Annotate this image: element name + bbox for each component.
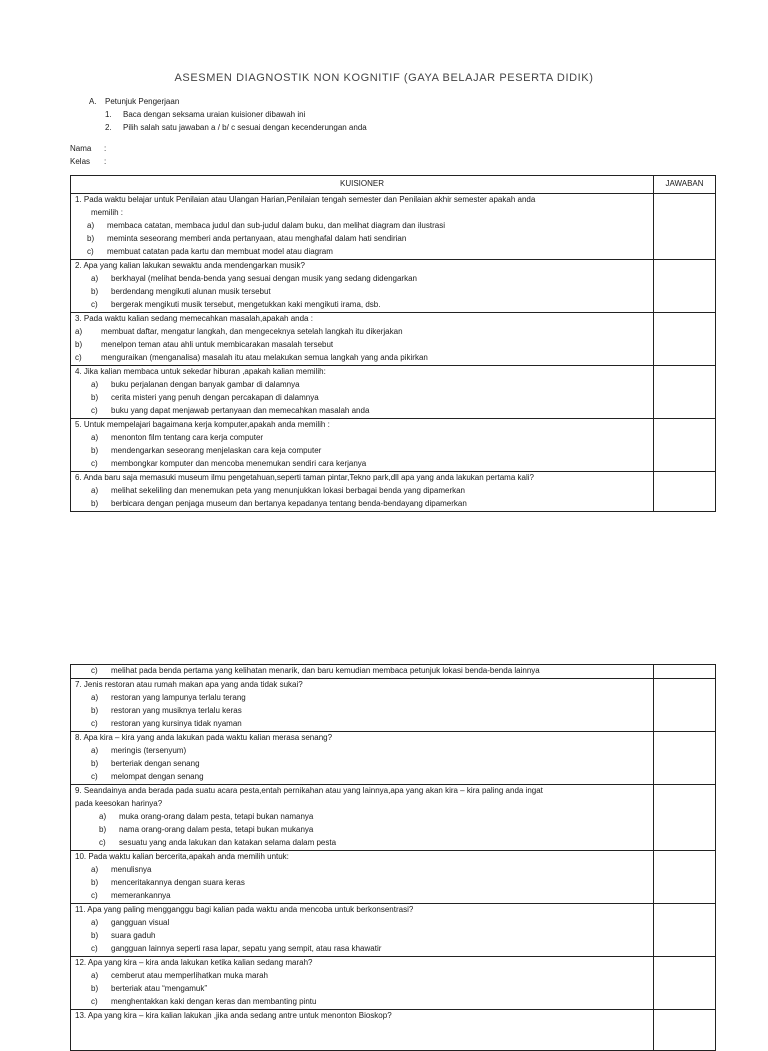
q11-option-a: gangguan visual [111, 917, 170, 927]
q8-option-b: berteriak dengan senang [111, 758, 200, 768]
q7-option-b: restoran yang musiknya terlalu keras [111, 705, 242, 715]
q9-option-a-letter: a) [99, 811, 107, 821]
q1-option-a-letter: a) [87, 220, 95, 230]
nama-label: Nama [70, 144, 92, 153]
question-row-2 [71, 260, 716, 313]
q3-option-a: membuat daftar, mengatur langkah, dan mengeceknya setelah langkah itu dikerjakan [101, 326, 403, 336]
q6-option-c: melihat pada benda pertama yang kelihatan menarik, dan baru kemudian membaca petunjuk lokasi benda-benda lainnya [111, 666, 540, 675]
question-4-prompt: 4. Jika kalian membaca untuk sekedar hiburan ,apakah kalian memilih: [75, 367, 326, 376]
q2-option-a-letter: a) [91, 273, 99, 283]
answer-cell-7[interactable] [654, 679, 716, 732]
q11-option-c: gangguan lainnya seperti rasa lapar, sepatu yang sempit, atau rasa khawatir [111, 943, 382, 953]
q6-option-b: berbicara dengan penjaga museum dan bertanya kepadanya tentang benda-bendayang dipamerkan [111, 498, 467, 508]
question-7-prompt: 7. Jenis restoran atau rumah makan apa yang anda tidak sukai? [75, 680, 303, 689]
question-3-prompt: 3. Pada waktu kalian sedang memecahkan masalah,apakah anda : [75, 314, 313, 323]
q4-option-b-letter: b) [91, 392, 99, 402]
q5-option-c-letter: c) [91, 458, 98, 468]
question-row-4 [71, 366, 716, 419]
q4-option-b: cerita misteri yang penuh dengan percakapan di dalamnya [111, 392, 319, 402]
question-5-prompt: 5. Untuk mempelajari bagaimana kerja komputer,apakah anda memilih : [75, 420, 330, 429]
q9-option-a: muka orang-orang dalam pesta, tetapi bukan namanya [119, 811, 314, 821]
q8-option-a-letter: a) [91, 745, 99, 755]
q1-option-b: meminta seseorang memberi anda pertanyaan, atau menghafal dalam hati sendirian [107, 233, 407, 243]
q1-option-b-letter: b) [87, 233, 95, 243]
questionnaire-table-2 [70, 664, 716, 1051]
q6-option-b-letter: b) [91, 498, 99, 508]
header-kuisioner: KUISIONER [71, 176, 654, 194]
question-12-prompt: 12. Apa yang kira – kira anda lakukan ketika kalian sedang marah? [75, 958, 313, 967]
q4-option-c-letter: c) [91, 405, 98, 415]
instruction-2-text: Pilih salah satu jawaban a / b/ c sesuai dengan kecenderungan anda [123, 123, 367, 132]
q8-option-a: meringis (tersenyum) [111, 745, 187, 755]
question-row-6 [71, 472, 716, 512]
answer-cell-1[interactable] [654, 194, 716, 260]
q2-option-b-letter: b) [91, 286, 99, 296]
q6-option-c-letter: c) [91, 666, 98, 675]
question-8-prompt: 8. Apa kira – kira yang anda lakukan pada waktu kalian merasa senang? [75, 733, 333, 742]
q9-option-b-letter: b) [99, 824, 107, 834]
question-11-prompt: 11. Apa yang paling mengganggu bagi kalian pada waktu anda mencoba untuk berkonsentrasi? [75, 905, 414, 914]
question-row-11 [71, 904, 716, 957]
q11-option-c-letter: c) [91, 943, 98, 953]
question-row-3 [71, 313, 716, 366]
q5-option-b: mendengarkan seseorang menjelaskan cara keja computer [111, 445, 322, 455]
q3-option-a-letter: a) [75, 326, 83, 336]
questionnaire-table-1 [70, 175, 716, 512]
q7-option-a: restoran yang lampunya terlalu terang [111, 692, 246, 702]
q7-option-a-letter: a) [91, 692, 99, 702]
question-9-prompt-cont: pada keesokan harinya? [75, 798, 163, 808]
q10-option-a: menulisnya [111, 864, 152, 874]
q10-option-b-letter: b) [91, 877, 99, 887]
kelas-colon: : [104, 157, 107, 166]
q3-option-b: menelpon teman atau ahli untuk membicarakan masalah tersebut [101, 339, 334, 349]
question-13-prompt: 13. Apa yang kira – kira kalian lakukan ,jika anda sedang antre untuk menonton Bioskop? [75, 1011, 392, 1020]
q5-option-a-letter: a) [91, 432, 99, 442]
q6-option-a-letter: a) [91, 485, 99, 495]
question-row-10 [71, 851, 716, 904]
q5-option-b-letter: b) [91, 445, 99, 455]
q12-option-a: cemberut atau memperlihatkan muka marah [111, 970, 268, 980]
q11-option-b: suara gaduh [111, 930, 156, 940]
q1-option-c: membuat catatan pada kartu dan membuat model atau diagram [107, 246, 333, 256]
q7-option-c-letter: c) [91, 718, 98, 728]
answer-cell-12[interactable] [654, 957, 716, 1010]
q12-option-c: menghentakkan kaki dengan keras dan membanting pintu [111, 996, 317, 1006]
q12-option-b-letter: b) [91, 983, 99, 993]
nama-colon: : [104, 144, 107, 153]
question-row-7 [71, 679, 716, 732]
section-letter: A. [89, 97, 97, 106]
header-jawaban: JAWABAN [654, 176, 716, 194]
answer-cell-2[interactable] [654, 260, 716, 313]
question-2-prompt: 2. Apa yang kalian lakukan sewaktu anda mendengarkan musik? [75, 261, 305, 270]
answer-cell-9[interactable] [654, 785, 716, 851]
q2-option-b: berdendang mengikuti alunan musik tersebut [111, 286, 271, 296]
q12-option-c-letter: c) [91, 996, 98, 1006]
q5-option-c: membongkar komputer dan mencoba menemukan sendiri cara kerjanya [111, 458, 367, 468]
q10-option-c-letter: c) [91, 890, 98, 900]
question-row-9 [71, 785, 716, 851]
q8-option-c: melompat dengan senang [111, 771, 204, 781]
q12-option-a-letter: a) [91, 970, 99, 980]
answer-cell-3[interactable] [654, 313, 716, 366]
section-title: Petunjuk Pengerjaan [105, 97, 180, 106]
q11-option-b-letter: b) [91, 930, 99, 940]
q9-option-c-letter: c) [99, 837, 106, 847]
question-row-13 [71, 1010, 716, 1051]
q2-option-a: berkhayal (melihat benda-benda yang sesuai dengan musik yang sedang didengarkan [111, 273, 417, 283]
question-6-prompt: 6. Anda baru saja memasuki museum ilmu pengetahuan,seperti taman pintar,Tekno park,dll apa yang anda lakukan pertama kali? [75, 473, 534, 482]
answer-cell-13[interactable] [654, 1010, 716, 1051]
q8-option-c-letter: c) [91, 771, 98, 781]
q10-option-a-letter: a) [91, 864, 99, 874]
question-row-8 [71, 732, 716, 785]
q4-option-a-letter: a) [91, 379, 99, 389]
q2-option-c-letter: c) [91, 299, 98, 309]
question-1-prompt: 1. Pada waktu belajar untuk Penilaian atau Ulangan Harian,Penilaian tengah semester dan Penilaian akhir semester apakah anda [75, 195, 536, 204]
document-title: ASESMEN DIAGNOSTIK NON KOGNITIF (GAYA BELAJAR PESERTA DIDIK) [174, 72, 594, 84]
answer-cell-10[interactable] [654, 851, 716, 904]
question-1-prompt-cont: memilih : [91, 207, 124, 217]
q3-option-c: menguraikan (menganalisa) masalah itu atau melakukan semua langkah yang anda pikirkan [101, 352, 428, 362]
question-9-prompt: 9. Seandainya anda berada pada suatu acara pesta,entah pernikahan atau yang lainnya,apa yang akan kira – kira paling anda ingat [75, 786, 543, 795]
q7-option-c: restoran yang kursinya tidak nyaman [111, 718, 242, 728]
q10-option-b: menceritakannya dengan suara keras [111, 877, 245, 887]
question-row-5 [71, 419, 716, 472]
q12-option-b: berteriak atau “mengamuk” [111, 983, 208, 993]
q7-option-b-letter: b) [91, 705, 99, 715]
q11-option-a-letter: a) [91, 917, 99, 927]
question-10-prompt: 10. Pada waktu kalian bercerita,apakah anda memilih untuk: [75, 852, 289, 861]
q9-option-c: sesuatu yang anda lakukan dan katakan selama dalam pesta [119, 837, 337, 847]
answer-cell-6[interactable] [654, 472, 716, 512]
instruction-2-num: 2. [105, 123, 112, 132]
q6-option-a: melihat sekeliling dan menemukan peta yang menunjukkan lokasi berbagai benda yang dipamerkan [111, 485, 466, 495]
q4-option-a: buku perjalanan dengan banyak gambar di dalamnya [111, 379, 300, 389]
question-row-1 [71, 194, 716, 260]
question-row-6-cont [71, 665, 716, 679]
instruction-1-num: 1. [105, 110, 112, 119]
answer-cell-8[interactable] [654, 732, 716, 785]
answer-cell-4[interactable] [654, 366, 716, 419]
q10-option-c: memerankannya [111, 890, 171, 900]
table-header-row [71, 176, 716, 194]
q3-option-b-letter: b) [75, 339, 83, 349]
q2-option-c: bergerak mengikuti musik tersebut, mengetukkan kaki mengikuti irama, dsb. [111, 299, 381, 309]
q1-option-a: membaca catatan, membaca judul dan sub-judul dalam buku, dan melihat diagram dan ilustrasi [107, 220, 445, 230]
answer-cell-11[interactable] [654, 904, 716, 957]
q4-option-c: buku yang dapat menjawab pertanyaan dan memecahkan masalah anda [111, 405, 370, 415]
answer-cell-5[interactable] [654, 419, 716, 472]
question-row-12 [71, 957, 716, 1010]
q8-option-b-letter: b) [91, 758, 99, 768]
q3-option-c-letter: c) [75, 352, 82, 362]
kelas-label: Kelas [70, 157, 91, 166]
q1-option-c-letter: c) [87, 246, 94, 256]
q5-option-a: menonton film tentang cara kerja computer [111, 432, 264, 442]
answer-cell-6-cont[interactable] [654, 665, 716, 679]
instruction-1-text: Baca dengan seksama uraian kuisioner dibawah ini [123, 110, 306, 119]
q9-option-b: nama orang-orang dalam pesta, tetapi bukan mukanya [119, 824, 314, 834]
